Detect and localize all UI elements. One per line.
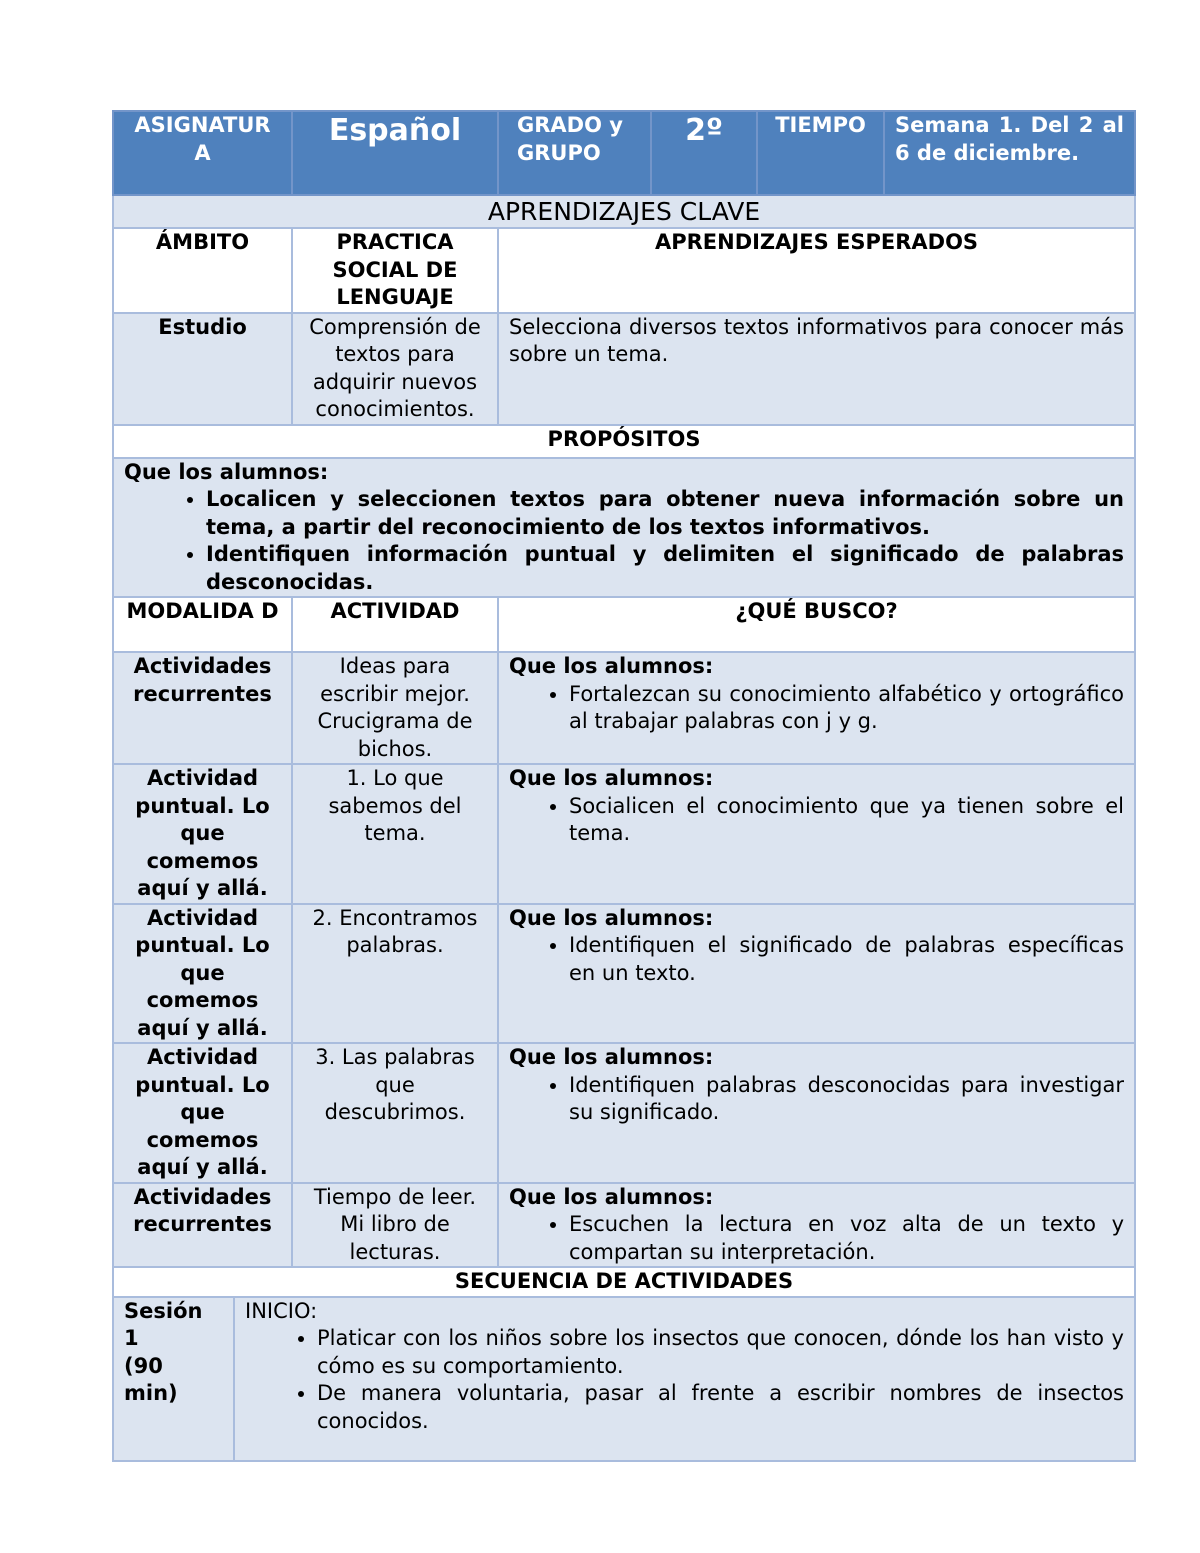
planning-table — [112, 110, 1136, 1462]
actividad-cell: 1. Lo que sabemos del tema. — [292, 764, 498, 904]
busco-cell — [498, 1043, 1135, 1183]
list-item: • Identifiquen el significado de palabras específicas en un texto. — [569, 932, 1124, 987]
grado-value: 2º — [651, 111, 757, 195]
asignatura-label: ASIGNATUR A — [113, 111, 292, 195]
tiempo-label: TIEMPO — [757, 111, 884, 195]
session-line: 1 — [124, 1326, 139, 1350]
busco-intro: Que los alumnos: — [509, 1045, 714, 1069]
practica-value: Comprensión de textos para adquirir nuevos conocimientos. — [292, 313, 498, 425]
actividad-cell: Tiempo de leer. Mi libro de lecturas. — [292, 1183, 498, 1268]
col-esperados: APRENDIZAJES ESPERADOS — [498, 228, 1135, 313]
list-item: • Fortalezcan su conocimiento alfabético y ortográfico al trabajar palabras con j y g. — [569, 681, 1124, 736]
tiempo-value: Semana 1. Del 2 al 6 de diciembre. — [884, 111, 1135, 195]
col-ambito: ÁMBITO — [113, 228, 292, 313]
propositos-title: PROPÓSITOS — [113, 425, 1135, 458]
list-item: • Socialicen el conocimiento que ya tienen sobre el tema. — [569, 793, 1124, 848]
modalidad-cell: Actividad puntual. Lo que comemos aquí y allá. — [113, 764, 292, 904]
table-row — [113, 1183, 1135, 1268]
modalidad-cell: Actividad puntual. Lo que comemos aquí y allá. — [113, 904, 292, 1044]
header-row — [113, 111, 1135, 195]
list-item: • Identifiquen información puntual y delimiten el significado de palabras desconocidas. — [206, 541, 1124, 596]
col-practica: PRACTICA SOCIAL DE LENGUAJE — [292, 228, 498, 313]
busco-intro: Que los alumnos: — [509, 905, 714, 930]
table-row — [113, 652, 1135, 764]
inicio-label: INICIO: — [245, 1298, 318, 1323]
aprendizajes-title: APRENDIZAJES CLAVE — [113, 195, 1135, 228]
list-item: • Identifiquen palabras desconocidas para investigar su significado. — [569, 1072, 1124, 1127]
ambito-value: Estudio — [113, 313, 292, 425]
list-item: • Localicen y seleccionen textos para obtener nueva información sobre un tema, a partir del reconocimiento de los textos informativos. — [206, 486, 1124, 541]
esperados-value: Selecciona diversos textos informativos para conocer más sobre un tema. — [498, 313, 1135, 425]
col-busco: ¿QUÉ BUSCO? — [498, 597, 1135, 652]
session-cell — [113, 1297, 234, 1461]
session-line: min) — [124, 1381, 178, 1405]
modalidad-cell: Actividades recurrentes — [113, 652, 292, 764]
col-modalidad: MODALIDA D — [113, 597, 292, 652]
table-row — [113, 764, 1135, 904]
table-row — [113, 904, 1135, 1044]
secuencia-title: SECUENCIA DE ACTIVIDADES — [113, 1267, 1135, 1297]
busco-intro: Que los alumnos: — [509, 654, 714, 678]
session-line: (90 — [124, 1353, 163, 1378]
busco-cell — [498, 904, 1135, 1044]
propositos-intro: Que los alumnos: — [124, 459, 329, 484]
busco-cell — [498, 764, 1135, 904]
list-item: • Platicar con los niños sobre los insectos que conocen, dónde los han visto y cómo es su comportamiento. — [317, 1325, 1124, 1380]
busco-intro: Que los alumnos: — [509, 766, 714, 790]
actividad-cell: 3. Las palabras que descubrimos. — [292, 1043, 498, 1183]
session-content — [234, 1297, 1135, 1461]
propositos-body — [113, 458, 1135, 598]
grado-label: GRADO y GRUPO — [498, 111, 651, 195]
propositos-list — [124, 486, 1124, 596]
asignatura-value: Español — [292, 111, 498, 195]
modalidad-cell: Actividades recurrentes — [113, 1183, 292, 1268]
col-actividad: ACTIVIDAD — [292, 597, 498, 652]
list-item: • Escuchen la lectura en voz alta de un texto y compartan su interpretación. — [569, 1211, 1124, 1266]
busco-cell — [498, 652, 1135, 764]
actividad-cell: 2. Encontramos palabras. — [292, 904, 498, 1044]
modalidad-cell: Actividad puntual. Lo que comemos aquí y allá. — [113, 1043, 292, 1183]
actividad-cell: Ideas para escribir mejor. Crucigrama de bichos. — [292, 652, 498, 764]
table-row — [113, 1043, 1135, 1183]
session-line: Sesión — [124, 1298, 203, 1323]
list-item: • De manera voluntaria, pasar al frente a escribir nombres de insectos conocidos. — [317, 1380, 1124, 1435]
busco-intro: Que los alumnos: — [509, 1184, 714, 1209]
busco-cell — [498, 1183, 1135, 1268]
